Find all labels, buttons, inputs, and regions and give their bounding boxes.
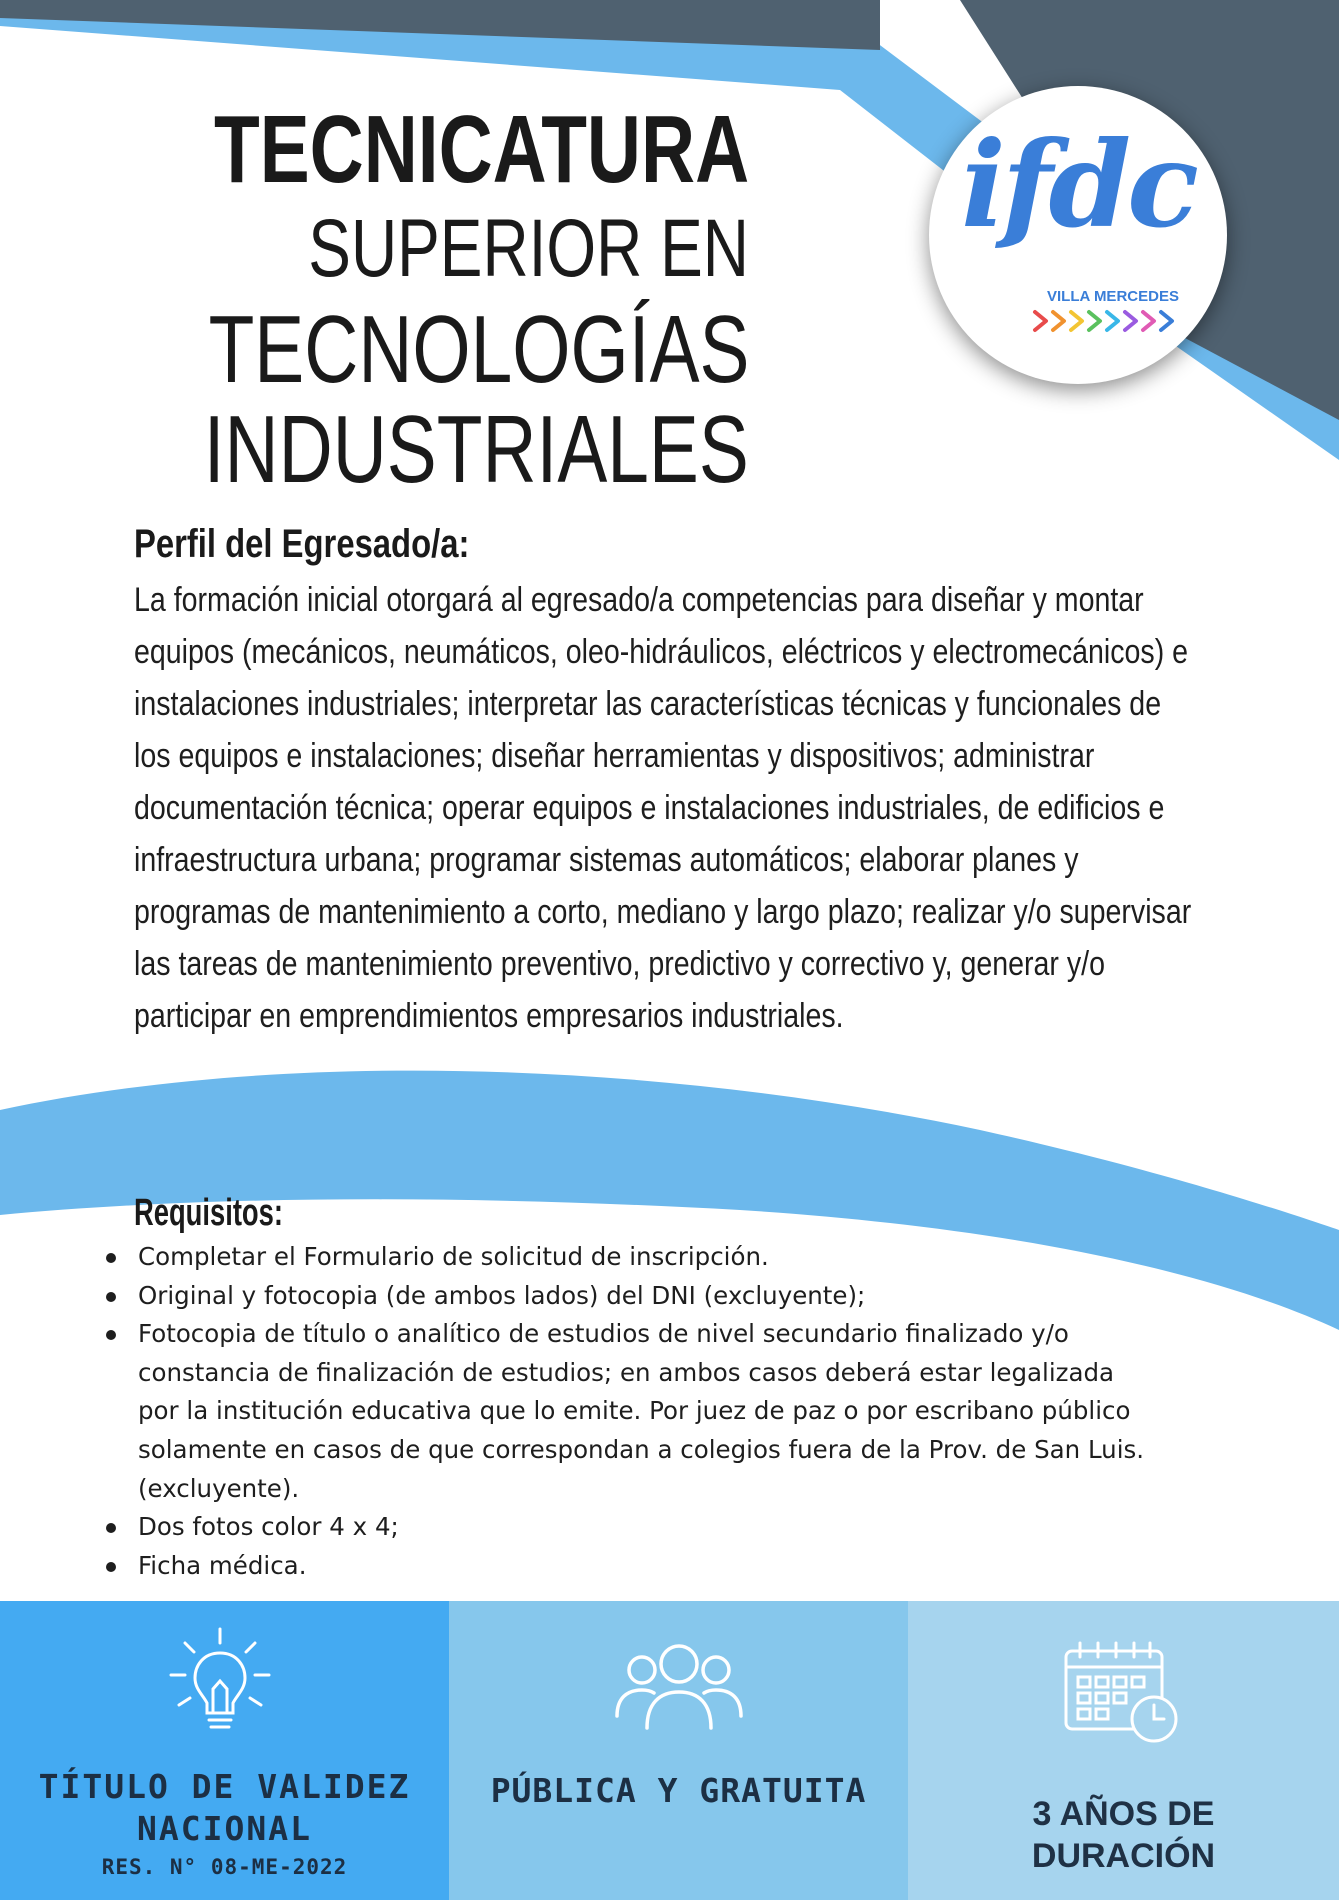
list-item: Ficha médica. <box>102 1547 1162 1586</box>
panel-publica-gratuita <box>449 1601 908 1900</box>
logo-chevron-icon <box>1035 312 1046 330</box>
panel-3-label-line-2: DURACIÓN <box>1031 1837 1216 1875</box>
logo-chevron-icon <box>1053 312 1064 330</box>
perfil-body: La formación inicial otorgará al egresado/a competencias para diseñar y montar equipos (mecánicos, neumáticos, oleo-hidráulicos, eléctricos y electromecánicos) e instalaciones industriales; interpretar las características técnicas y funcionales de los equipos e instalaciones; diseñar herramientas y dispositivos; administrar documentación técnica; operar equipos e instalaciones industriales, de edificios e infraestructura urbana; programar sistemas automáticos; elaborar planes y programas de mantenimiento a corto, mediano y largo plazo; realizar y/o supervisar las tareas de mantenimiento preventivo, predictivo y correctivo y, generar y/o participar en emprendimientos empresarios industriales. <box>134 581 1192 1035</box>
logo-chevron-icon <box>1107 312 1118 330</box>
perfil-heading: Perfil del Egresado/a: <box>134 522 470 566</box>
logo-wordmark: ifdc <box>961 115 1195 254</box>
panel-duracion <box>908 1601 1339 1900</box>
logo-chevron-icon <box>1089 312 1100 330</box>
title-line-4: INDUSTRIALES <box>203 396 749 503</box>
lightbulb-icon <box>165 1623 275 1743</box>
calendar-clock-icon <box>1058 1637 1188 1747</box>
list-item: Dos fotos color 4 x 4; <box>102 1508 1162 1547</box>
logo-chevron-icon <box>1161 312 1172 330</box>
list-item: Original y fotocopia (de ambos lados) del DNI (excluyente); <box>102 1277 1162 1316</box>
panel-2-label: PÚBLICA Y GRATUITA <box>490 1771 867 1810</box>
requisitos-heading: Requisitos: <box>134 1192 283 1234</box>
list-item: Fotocopia de título o analítico de estudios de nivel secundario finalizado y/o constancia de finalización de estudios; en ambos casos deberá estar legalizada por la institución educativa que lo emite. Por juez de paz o por escribano público solamente en casos de que correspondan a colegios fuera de la Prov. de San Luis. (excluyente). <box>102 1315 1162 1508</box>
panel-3-label-line-1: 3 AÑOS DE <box>1032 1795 1215 1833</box>
panel-1-label-line-1: TÍTULO DE VALIDEZ <box>38 1767 411 1806</box>
logo-subtitle: VILLA MERCEDES <box>1047 288 1179 305</box>
title-line-3: TECNOLOGÍAS <box>208 296 749 403</box>
people-icon <box>609 1636 749 1736</box>
panel-1-label <box>0 1766 449 1850</box>
panel-titulo-validez <box>0 1601 449 1900</box>
title-line-1: TECNICATURA <box>213 96 749 203</box>
logo-chevrons-icon <box>1031 308 1191 334</box>
logo-chevron-icon <box>1125 312 1136 330</box>
panel-3-label <box>908 1793 1339 1877</box>
panel-1-label-line-2: NACIONAL <box>137 1809 312 1848</box>
logo-chevron-icon <box>1071 312 1082 330</box>
panel-1-resolution: RES. N° 08-ME-2022 <box>101 1855 348 1879</box>
ifdc-logo <box>929 86 1227 384</box>
title-line-2: SUPERIOR EN <box>308 203 749 294</box>
list-item: Completar el Formulario de solicitud de inscripción. <box>102 1238 1162 1277</box>
logo-chevron-icon <box>1143 312 1154 330</box>
requisitos-list <box>102 1238 1162 1585</box>
